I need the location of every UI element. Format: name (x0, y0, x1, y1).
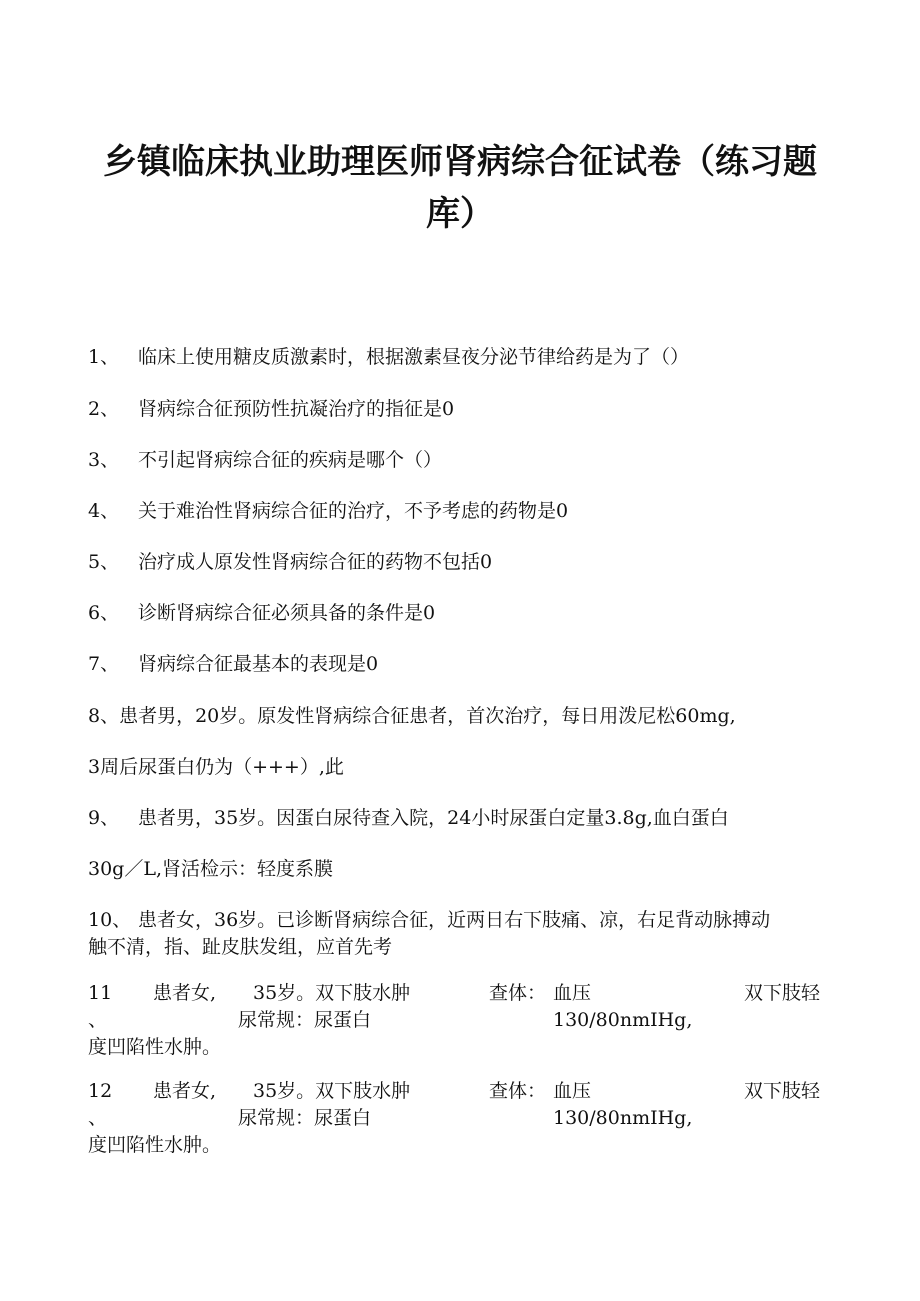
question-cell: 130/80nmIHg, (553, 1009, 693, 1031)
question-cell: 35岁。双下肢水肿 (253, 982, 411, 1004)
question-number: 9、 (88, 807, 120, 829)
question-text: 肾病综合征最基本的表现是0 (138, 653, 379, 675)
question-separator: 、 (88, 1107, 108, 1129)
question-cell: 35岁。双下肢水肿 (253, 1080, 411, 1102)
question-cell: 血压 (553, 1080, 592, 1102)
question-cell: 查体： (489, 1080, 547, 1102)
question-text: 肾病综合征预防性抗凝治疗的指征是0 (138, 398, 455, 420)
question-text: 患者男，35岁。因蛋白尿待查入院，24小时尿蛋白定量3.8g,血白蛋白 (138, 807, 729, 829)
question-cell: 患者女, (153, 982, 217, 1004)
question-number: 1、 (88, 346, 120, 368)
question-cell: 血压 (553, 982, 592, 1004)
question-cell: 尿常规：尿蛋白 (238, 1009, 372, 1031)
question-number: 11 (88, 982, 113, 1004)
question-number: 3、 (88, 449, 120, 471)
question-text: 治疗成人原发性肾病综合征的药物不包括0 (138, 551, 493, 573)
question-cell: 查体： (489, 982, 547, 1004)
question-8-line-1: 8、患者男，20岁。原发性肾病综合征患者，首次治疗，每日用泼尼松60mg, (88, 705, 736, 727)
question-number: 7、 (88, 653, 120, 675)
question-number: 5、 (88, 551, 120, 573)
question-cell: 患者女, (153, 1080, 217, 1102)
question-number: 10、 (88, 909, 132, 931)
question-9-line-2: 30g／L,肾活检示：轻度系膜 (88, 858, 333, 880)
question-8-line-2: 3周后尿蛋白仍为（+++）,此 (88, 756, 344, 778)
question-number: 12 (88, 1080, 113, 1102)
question-text: 关于难治性肾病综合征的治疗，不予考虑的药物是0 (138, 500, 569, 522)
document-title-line-2: 库） (426, 194, 494, 234)
question-cell: 度凹陷性水肿。 (88, 1036, 222, 1058)
question-cell: 双下肢轻 (744, 982, 821, 1004)
question-number: 2、 (88, 398, 120, 420)
question-cell: 130/80nmIHg, (553, 1107, 693, 1129)
question-number: 6、 (88, 602, 120, 624)
question-cell: 尿常规：尿蛋白 (238, 1107, 372, 1129)
question-number: 4、 (88, 500, 120, 522)
question-cell: 度凹陷性水肿。 (88, 1134, 222, 1156)
question-cell: 双下肢轻 (744, 1080, 821, 1102)
question-separator: 、 (88, 1009, 108, 1031)
question-text: 患者女，36岁。已诊断肾病综合征，近两日右下肢痛、凉，右足背动脉搏动 (138, 909, 771, 931)
question-10-line-2: 触不清，指、趾皮肤发组，应首先考 (88, 936, 393, 958)
question-text: 不引起肾病综合征的疾病是哪个（） (138, 449, 443, 471)
document-title-line-1: 乡镇临床执业助理医师肾病综合征试卷（练习题 (103, 142, 817, 182)
question-text: 诊断肾病综合征必须具备的条件是0 (138, 602, 436, 624)
question-text: 临床上使用糖皮质激素时，根据激素昼夜分泌节律给药是为了（） (138, 346, 690, 368)
